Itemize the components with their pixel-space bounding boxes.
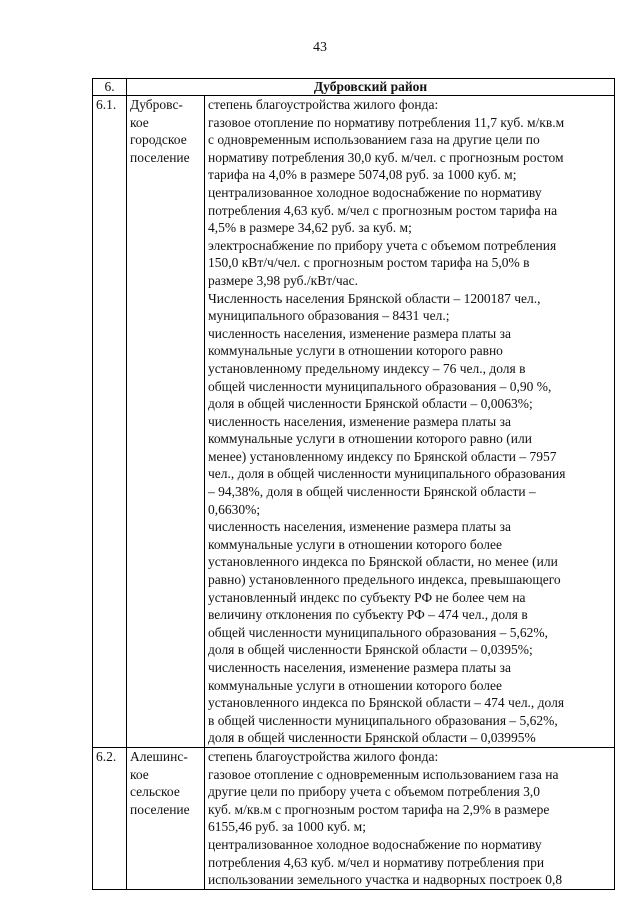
description-line: газовое отопление по нормативу потребления 11,7 куб. м/кв.м [208, 114, 565, 130]
settlement-name-line: сельское [130, 784, 180, 800]
description-line: степень благоустройства жилого фонда: [208, 748, 439, 764]
description-line: коммунальные услуги в отношении которого равно (или [208, 431, 532, 447]
description-line: другие цели по прибору учета с объемом потребления 3,0 [208, 784, 541, 800]
description-line: установленного индекса по Брянской области – 474 чел., доля [208, 695, 565, 711]
description-line: равно) установленного предельного индекса, превышающего [208, 572, 561, 588]
settlement-name-line: Дубровс- [130, 97, 183, 112]
description-line: газовое отопление с одновременным использованием газа на [208, 766, 559, 782]
header-title: Дубровский район [127, 79, 615, 96]
settlement-name-line: поселение [130, 801, 190, 817]
description-line: коммунальные услуги в отношении которого более [208, 677, 502, 693]
description-line: тарифа на 4,0% в размере 5074,08 руб. за 1000 куб. м; [208, 167, 517, 183]
description-line: численность населения, изменение размера платы за [208, 325, 511, 341]
settlement-name [127, 747, 205, 889]
description-line: степень благоустройства жилого фонда: [208, 97, 439, 112]
description-line: 4,5% в размере 34,62 руб. за куб. м; [208, 220, 412, 236]
description-line: коммунальные услуги в отношении которого более [208, 536, 502, 552]
description-line: численность населения, изменение размера платы за [208, 660, 511, 675]
page-number: 43 [313, 40, 327, 55]
settlement-name-line: кое [130, 114, 149, 130]
description-line: доля в общей численности Брянской области – 0,0395%; [208, 642, 533, 658]
row-number: 6.1. [93, 96, 127, 748]
description-line: менее) установленному индексу по Брянской области – 7957 [208, 448, 557, 464]
description-line: установленному предельному индексу – 76 чел., доля в [208, 360, 526, 376]
description-line: с одновременным использованием газа на другие цели по [208, 132, 540, 148]
description-line: 0,6630%; [208, 501, 261, 517]
description-line: потребления 4,63 куб. м/чел и нормативу потребления при [208, 854, 545, 870]
description-line: коммунальные услуги в отношении которого равно [208, 343, 503, 359]
description-line: доля в общей численности Брянской области – 0,03995% [208, 730, 536, 746]
description-line: размере 3,98 руб./кВт/час. [208, 272, 359, 288]
description-line: централизованное холодное водоснабжение по нормативу [208, 836, 542, 852]
table-header-row [93, 79, 615, 96]
table-row [93, 747, 615, 889]
description-line: муниципального образования – 8431 чел.; [208, 308, 450, 324]
description-line: величину отклонения по субъекту РФ – 474 чел., доля в [208, 607, 528, 623]
description-line: куб. м/кв.м с прогнозным ростом тарифа на 2,9% в размере [208, 801, 550, 817]
settlement-name-line: городское [130, 132, 187, 148]
description-line: 150,0 кВт/ч/чел. с прогнозным ростом тарифа на 5,0% в [208, 255, 530, 271]
description-line: численность населения, изменение размера платы за [208, 413, 511, 429]
description-line: – 94,38%, доля в общей численности Брянской области – [208, 484, 536, 500]
settlement-name-line: кое [130, 766, 149, 782]
description-line: централизованное холодное водоснабжение по нормативу [208, 184, 542, 200]
description-line: электроснабжение по прибору учета с объемом потребления [208, 237, 557, 253]
document-table [92, 78, 615, 890]
description-line: общей численности муниципального образования – 0,90 %, [208, 378, 552, 394]
description-line: нормативу потребления 30,0 куб. м/чел. с прогнозным ростом [208, 149, 564, 165]
row-number: 6.2. [93, 747, 127, 889]
description-line: численность населения, изменение размера платы за [208, 519, 511, 535]
settlement-name [127, 96, 205, 748]
settlement-name-line: поселение [130, 149, 190, 165]
description-line: чел., доля в общей численности муниципального образования [208, 466, 566, 482]
description-line: доля в общей численности Брянской области – 0,0063%; [208, 396, 533, 412]
header-number: 6. [93, 79, 127, 96]
description-line: использовании земельного участка и надворных построек 0,8 [208, 872, 563, 888]
table-row [93, 96, 615, 748]
description-line: потребления 4,63 куб. м/чел с прогнозным ростом тарифа на [208, 202, 558, 218]
description-line: общей численности муниципального образования – 5,62%, [208, 624, 549, 640]
description-line: Численность населения Брянской области – 1200187 чел., [208, 290, 541, 306]
description-line: 6155,46 руб. за 1000 куб. м; [208, 819, 366, 835]
settlement-name-line: Алешинс- [130, 748, 188, 764]
description-cell [205, 747, 615, 889]
description-line: установленного индекса по Брянской области, но менее (или [208, 554, 558, 570]
description-line: в общей численности муниципального образования – 5,62%, [208, 712, 558, 728]
description-cell [205, 96, 615, 748]
description-line: установленный индекс по субъекту РФ не более чем на [208, 589, 526, 605]
